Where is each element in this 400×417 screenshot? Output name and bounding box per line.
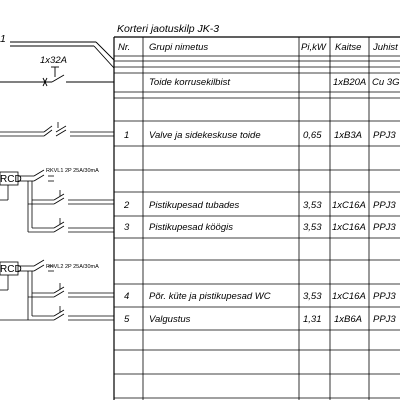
circuit-table-grid [114, 37, 400, 400]
rcd-2-label: RCD [0, 264, 22, 275]
rcd-2-bus [0, 271, 114, 320]
feed-cable: Cu 3G [372, 77, 400, 88]
row-fuse: 1xC16A [332, 200, 366, 211]
row-fuse: 1xC16A [332, 291, 366, 302]
row-fuse: 1xB3A [334, 130, 362, 141]
circuit-row [124, 130, 396, 141]
rcd-1-bus [28, 181, 114, 232]
row-group: Pistikupesad tubades [149, 200, 240, 211]
row-group: Valgustus [149, 314, 191, 325]
row-nr: 3 [124, 222, 130, 233]
rcd-2-spec: RKVL2 2P 25A/30mA [46, 264, 99, 270]
row-cable: PPJ3 [373, 314, 396, 325]
corner-label: 1 [0, 33, 6, 45]
feed-row [149, 77, 399, 88]
row-power: 0,65 [303, 130, 322, 141]
row-nr: 1 [124, 130, 130, 141]
circuit-row [124, 222, 396, 233]
row-group: Valve ja sidekeskuse toide [149, 130, 261, 141]
row-power: 3,53 [303, 291, 322, 302]
circuit-1-line [0, 122, 114, 136]
row-nr: 2 [124, 200, 130, 211]
header-cable: Juhist [373, 42, 398, 53]
rcd-1-label: RCD [0, 174, 22, 185]
header-fuse: Kaitse [335, 42, 362, 53]
header-nr: Nr. [118, 42, 131, 53]
main-breaker-label: 1x32A [40, 55, 67, 66]
header-power: Pi,kW [301, 42, 326, 53]
circuit-row [123, 200, 396, 211]
row-power: 1,31 [303, 314, 322, 325]
circuit-row [124, 314, 396, 325]
rcd-1-spec: RKVL1 2P 25A/30mA [46, 168, 99, 174]
row-group: Põr. küte ja pistikupesad WC [149, 291, 271, 302]
row-cable: PPJ3 [373, 130, 396, 141]
feed-fuse: 1xB20A [333, 77, 367, 88]
row-cable: PPJ3 [373, 200, 396, 211]
board-title: Korteri jaotuskilp JK-3 [117, 23, 220, 35]
row-cable: PPJ3 [373, 291, 396, 302]
table-header [118, 42, 398, 53]
row-fuse: 1xB6A [334, 314, 362, 325]
circuit-row [124, 291, 396, 302]
row-fuse: 1xC16A [332, 222, 366, 233]
feed-group: Toide korrusekilbist [149, 77, 230, 88]
row-power: 3,53 [303, 222, 322, 233]
row-group: Pistikupesad köögis [149, 222, 233, 233]
header-group: Grupi nimetus [149, 42, 209, 53]
row-cable: PPJ3 [373, 222, 396, 233]
row-nr: 5 [124, 314, 130, 325]
row-power: 3,53 [303, 200, 322, 211]
row-nr: 4 [124, 291, 130, 302]
